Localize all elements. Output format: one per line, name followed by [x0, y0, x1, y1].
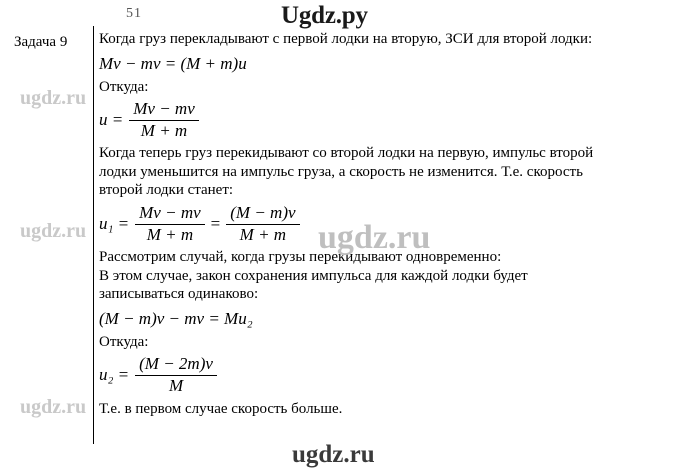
formula-3-fraction-1: [135, 204, 205, 244]
task-number-label: Задача 9: [14, 34, 68, 50]
solution-body: [99, 30, 599, 418]
solution-paragraph-2: Откуда:: [99, 78, 149, 95]
formula-3: [99, 204, 599, 244]
formula-2: [99, 100, 599, 140]
watermark-left-1: ugdz.ru: [20, 87, 87, 109]
vertical-divider: [93, 26, 94, 444]
formula-2-denominator: M + m: [140, 120, 188, 140]
watermark-center: ugdz.ru: [318, 219, 431, 256]
solution-paragraph-5: В этом случае, закон сохранения импульса для каждой лодки будет записываться одинаково:: [99, 267, 528, 303]
watermark-left-2: ugdz.ru: [20, 220, 87, 242]
formula-3-equals: =: [210, 213, 221, 233]
formula-3-fraction-2: [226, 204, 299, 244]
formula-5-denominator: M: [168, 375, 184, 395]
formula-5-lhs: u₂ =: [99, 365, 130, 385]
formula-3-numerator-2: (M − m)v: [226, 204, 299, 225]
formula-3-numerator-1: Mv − mv: [135, 204, 205, 225]
solution-paragraph-4: Рассмотрим случай, когда грузы перекидывают одновременно:: [99, 249, 502, 266]
solution-paragraph-1: Когда груз перекладывают с первой лодки на вторую, ЗСИ для второй лодки:: [99, 31, 593, 47]
formula-5-fraction: [135, 355, 217, 395]
formula-5-numerator: (M − 2m)v: [135, 355, 217, 376]
watermark-left-3: ugdz.ru: [20, 396, 87, 418]
formula-5: [99, 355, 599, 395]
formula-2-numerator: Mv − mv: [129, 100, 199, 121]
formula-2-lhs: u =: [99, 109, 124, 129]
formula-4: (M − m)v − mv = Mu₂: [99, 308, 253, 328]
formula-3-lhs: u₁ =: [99, 213, 130, 233]
formula-1: Mv − mv = (M + m)u: [99, 53, 247, 73]
solution-paragraph-7: Т.е. в первом случае скорость больше.: [99, 400, 343, 417]
formula-2-fraction: [129, 100, 199, 140]
watermark-footer: ugdz.ru: [292, 441, 375, 468]
formula-3-denominator-2: M + m: [239, 224, 287, 244]
top-text-fragment: 51: [126, 6, 142, 21]
solution-paragraph-6: Откуда:: [99, 333, 149, 350]
solution-paragraph-3: Когда теперь груз перекидывают со второй лодки на первую, импульс второй лодки уменьшится на импульс груза, а скорость не изменится. Т.е. скорость второй лодки станет:: [99, 145, 594, 199]
site-logo: Ugdz.py: [281, 2, 368, 29]
formula-3-denominator-1: M + m: [146, 224, 194, 244]
